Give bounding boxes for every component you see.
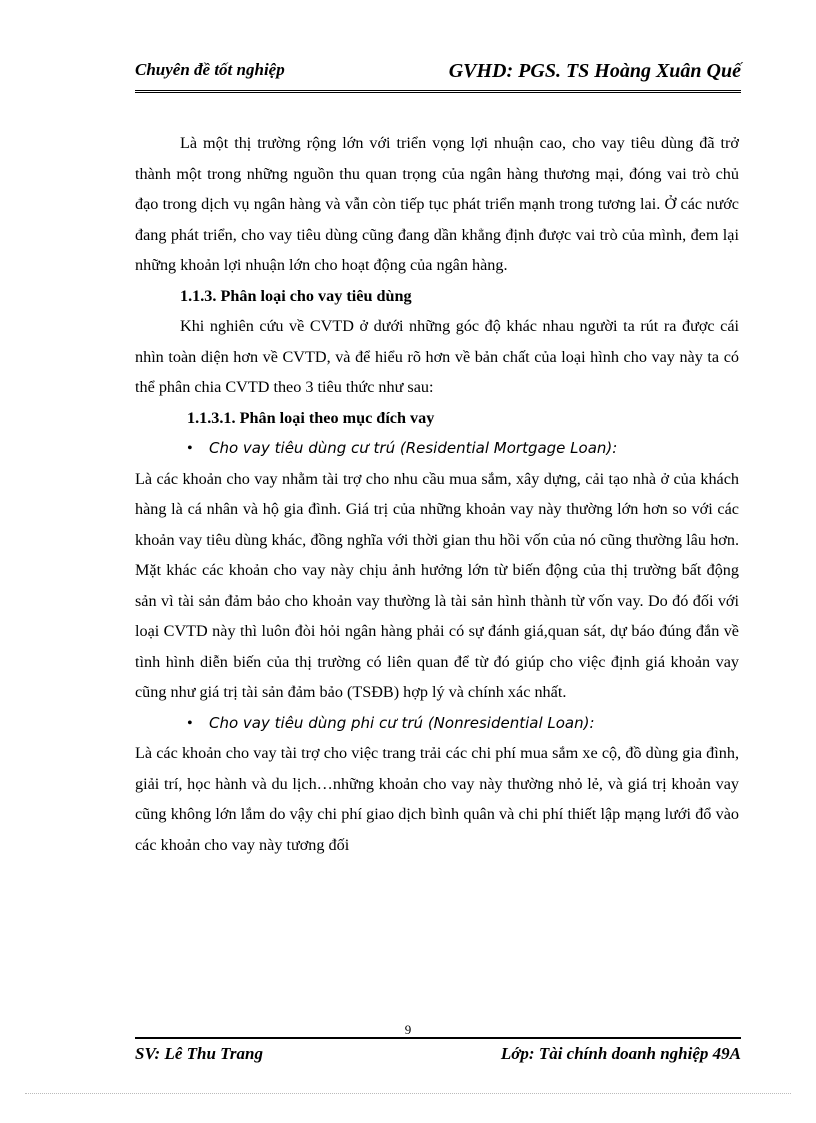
page-edge-divider <box>25 1093 791 1094</box>
bullet-icon: • <box>187 439 193 457</box>
footer-left: SV: Lê Thu Trang <box>135 1044 263 1063</box>
page-footer <box>135 1037 741 1063</box>
paragraph-3: Là các khoản cho vay nhằm tài trợ cho nhu cầu mua sắm, xây dựng, cải tạo nhà ở của khách hàng là cá nhân và hộ gia đình. Giá trị của những khoản vay này thường lớn hơn so với các khoản vay tiêu dùng khác, đồng nghĩa với thời gian thu hồi vốn của nó cũng thường lâu hơn. Mặt khác các khoản cho vay này chịu ảnh hưởng lớn từ biến động của thị trường bất động sản vì tài sản đảm bảo cho khoản vay thường là tài sản hình thành từ vốn vay. Do đó đối với loại CVTD này thì luôn đòi hỏi ngân hàng phải có sự đánh giá,quan sát, dự báo đúng đắn về tình hình diễn biến của thị trường có liên quan để từ đó giúp cho việc định giá khoản vay cũng như giá trị tài sản đảm bảo (TSĐB) hợp lý và chính xác nhất. <box>135 469 739 701</box>
document-body <box>135 128 739 860</box>
heading-1-1-3-1: 1.1.3.1. Phân loại theo mục đích vay <box>187 408 435 427</box>
paragraph-2: Khi nghiên cứu về CVTD ở dưới những góc độ khác nhau người ta rút ra được cái nhìn toàn diện hơn về CVTD, và để hiểu rõ hơn về bản chất của loại hình cho vay này ta có thể phân chia CVTD theo 3 tiêu thức như sau: <box>135 317 739 396</box>
page-header <box>135 56 741 93</box>
bullet-item-residential <box>135 433 739 464</box>
heading-1-1-3: 1.1.3. Phân loại cho vay tiêu dùng <box>180 286 412 305</box>
bullet-item-nonresidential <box>135 708 739 739</box>
header-right: GVHD: PGS. TS Hoàng Xuân Quế <box>448 60 741 82</box>
bullet-text: Cho vay tiêu dùng phi cư trú (Nonresidential Loan): <box>209 713 595 732</box>
page-number: 9 <box>404 1022 412 1037</box>
paragraph-1: Là một thị trường rộng lớn với triển vọng lợi nhuận cao, cho vay tiêu dùng đã trở thành một trong những nguồn thu quan trọng của ngân hàng thương mại, đóng vai trò chủ đạo trong dịch vụ ngân hàng và vẫn còn tiếp tục phát triển mạnh trong tương lai. Ở các nước đang phát triển, cho vay tiêu dùng cũng đang dần khẳng định được vai trò của mình, đem lại những khoản lợi nhuận lớn cho hoạt động của ngân hàng. <box>135 134 739 274</box>
paragraph-4: Là các khoản cho vay tài trợ cho việc trang trải các chi phí mua sắm xe cộ, đồ dùng gia đình, giải trí, học hành và du lịch…những khoản cho vay này thường nhỏ lẻ, và giá trị khoản vay cũng không lớn lắm do vậy chi phí giao dịch bình quân và chi phí thiết lập mạng lưới đổ vào các khoản cho vay này tương đối <box>135 744 739 854</box>
bullet-icon: • <box>187 713 193 732</box>
footer-right: Lớp: Tài chính doanh nghiệp 49A <box>500 1044 741 1063</box>
header-left: Chuyên đề tốt nghiệp <box>135 60 285 79</box>
bullet-text: Cho vay tiêu dùng cư trú (Residential Mortgage Loan): <box>209 439 618 457</box>
